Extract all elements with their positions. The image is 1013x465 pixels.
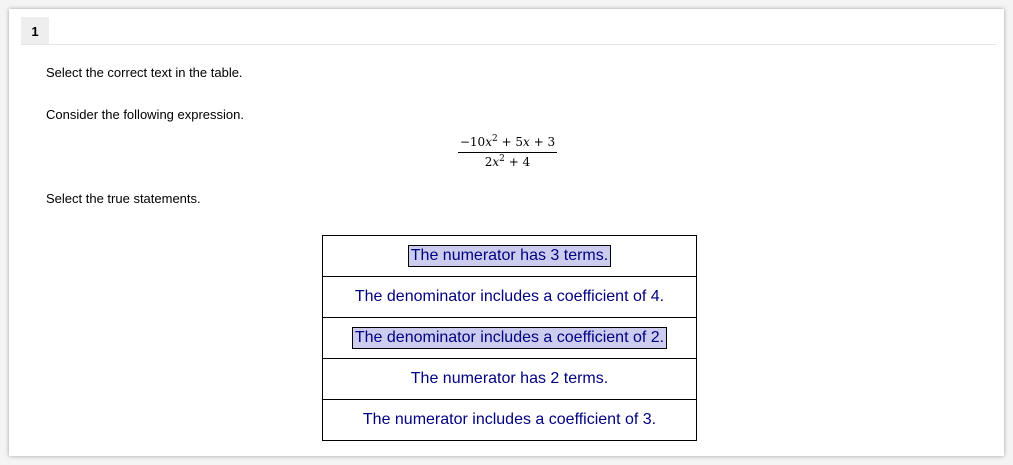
- denominator-term2: 4: [522, 155, 531, 169]
- numerator-op2: +: [529, 135, 548, 149]
- question-card: [9, 9, 1004, 456]
- choice-text[interactable]: The denominator includes a coefficient of 4.: [354, 288, 665, 305]
- numerator-term3: 3: [547, 135, 556, 149]
- rational-expression: [458, 135, 557, 170]
- task-text: Select the true statements.: [46, 191, 201, 206]
- numerator-term2-coef: 5: [515, 135, 524, 149]
- choices-table: [322, 235, 697, 441]
- numerator-term1-exp: 2: [491, 134, 498, 144]
- choice-row[interactable]: [323, 318, 696, 359]
- choice-text[interactable]: The numerator includes a coefficient of 3.: [362, 411, 657, 428]
- numerator-op1: +: [497, 135, 516, 149]
- choice-text[interactable]: The numerator has 3 terms.: [408, 245, 611, 267]
- choice-row[interactable]: [323, 400, 696, 440]
- prompt-text: Consider the following expression.: [46, 107, 244, 122]
- instruction-text: Select the correct text in the table.: [46, 65, 243, 80]
- denominator-op1: +: [504, 155, 523, 169]
- numerator-term1-coef: −10: [459, 135, 486, 149]
- denominator: [483, 153, 532, 170]
- expression-container: [9, 135, 1004, 170]
- denominator-term1-exp: 2: [499, 154, 505, 164]
- numerator: [458, 135, 557, 153]
- numerator-term2-var: x: [523, 135, 530, 149]
- numerator-term1-var: x: [485, 135, 492, 149]
- header-divider: [21, 44, 996, 45]
- choice-text[interactable]: The numerator has 2 terms.: [410, 370, 609, 387]
- choice-text[interactable]: The denominator includes a coefficient of 2.: [352, 327, 667, 349]
- choice-row[interactable]: [323, 359, 696, 400]
- denominator-term1-var: x: [492, 155, 500, 169]
- question-number: 1: [21, 17, 49, 45]
- choice-row[interactable]: [323, 277, 696, 318]
- choice-row[interactable]: [323, 236, 696, 277]
- denominator-term1-coef: 2: [484, 155, 493, 169]
